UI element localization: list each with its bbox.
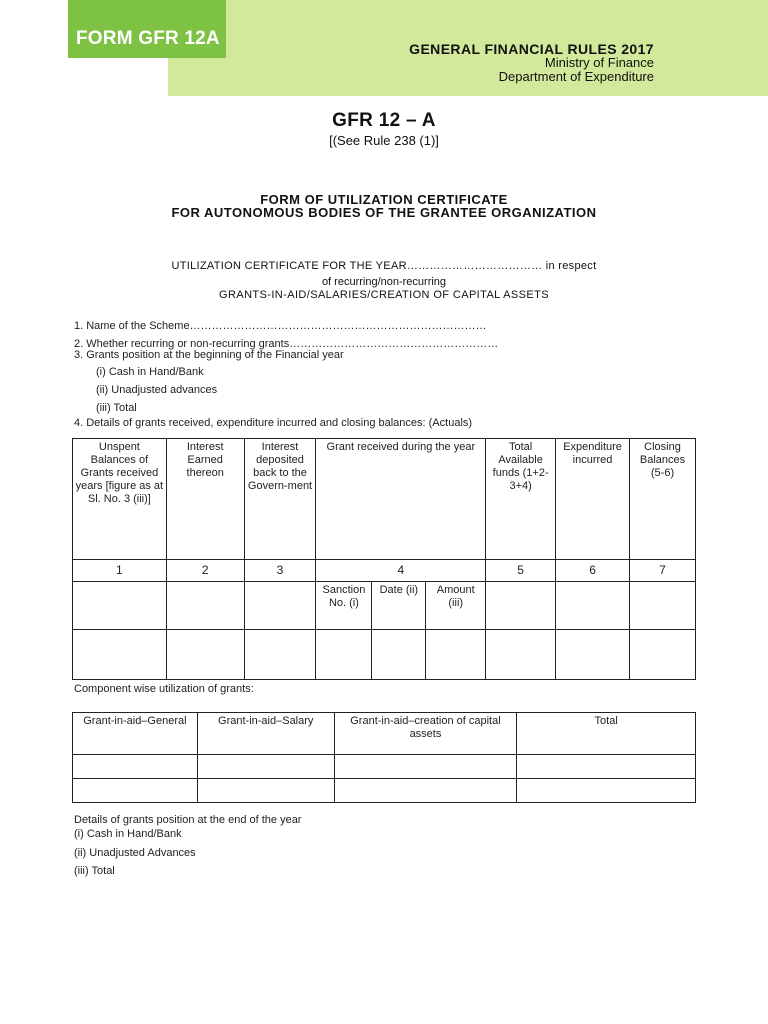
header-unspent-balances: Unspent Balances of Grants received years [figure as at Sl. No. 3 (iii)] xyxy=(73,439,167,560)
item-3-iii: (iii) Total xyxy=(96,402,137,414)
ministry-name: Ministry of Finance xyxy=(544,55,654,70)
header-interest-deposited: Interest deposited back to the Govern-ment xyxy=(244,439,316,560)
col-number: 1 xyxy=(73,560,167,582)
item-1: 1. Name of the Scheme……………………………………………………………………… xyxy=(74,320,487,332)
empty-cell xyxy=(197,755,334,779)
col-number: 4 xyxy=(316,560,486,582)
header-interest-earned: Interest Earned thereon xyxy=(166,439,244,560)
empty-cell xyxy=(517,755,696,779)
empty-cell xyxy=(334,755,517,779)
empty-cell xyxy=(73,779,198,803)
comp-header-capital: Grant-in-aid–creation of capital assets xyxy=(334,713,517,755)
empty-cell xyxy=(334,779,517,803)
end-item-i: (i) Cash in Hand/Bank xyxy=(74,828,182,840)
col-number: 6 xyxy=(556,560,630,582)
end-position-label: Details of grants position at the end of the year xyxy=(74,814,302,826)
header-expenditure: Expenditure incurred xyxy=(556,439,630,560)
rules-title: GENERAL FINANCIAL RULES 2017 xyxy=(409,41,654,57)
form-heading-line2: FOR AUTONOMOUS BODIES OF THE GRANTEE ORGANIZATION xyxy=(171,205,597,220)
empty-cell xyxy=(556,630,630,680)
end-item-iii: (iii) Total xyxy=(74,865,115,877)
component-label: Component wise utilization of grants: xyxy=(74,683,254,695)
empty-cell xyxy=(517,779,696,803)
item-4: 4. Details of grants received, expenditure incurred and closing balances: (Actuals) xyxy=(74,417,473,429)
form-heading-line1: FORM OF UTILIZATION CERTIFICATE xyxy=(260,192,508,207)
empty-cell xyxy=(556,582,630,630)
empty-cell xyxy=(166,630,244,680)
col-number: 3 xyxy=(244,560,316,582)
empty-cell xyxy=(73,755,198,779)
item-3-ii: (ii) Unadjusted advances xyxy=(96,384,218,396)
comp-header-general: Grant-in-aid–General xyxy=(73,713,198,755)
empty-cell xyxy=(316,630,372,680)
empty-cell xyxy=(197,779,334,803)
page-subtitle: [(See Rule 238 (1)] xyxy=(329,133,439,148)
empty-cell xyxy=(244,630,316,680)
col-number: 2 xyxy=(166,560,244,582)
empty-cell xyxy=(73,582,167,630)
end-item-ii: (ii) Unadjusted Advances xyxy=(74,847,196,859)
empty-cell xyxy=(73,630,167,680)
empty-cell xyxy=(630,630,696,680)
empty-cell xyxy=(486,630,556,680)
col-number: 7 xyxy=(630,560,696,582)
comp-header-salary: Grant-in-aid–Salary xyxy=(197,713,334,755)
item-3: 3. Grants position at the beginning of the Financial year xyxy=(74,349,344,361)
department-name: Department of Expenditure xyxy=(498,69,654,84)
uc-line3: GRANTS-IN-AID/SALARIES/CREATION OF CAPITAL ASSETS xyxy=(219,289,549,301)
empty-cell xyxy=(244,582,316,630)
page-title: GFR 12 – A xyxy=(332,110,436,131)
comp-header-total: Total xyxy=(517,713,696,755)
empty-cell xyxy=(630,582,696,630)
empty-cell xyxy=(486,582,556,630)
item-3-i: (i) Cash in Hand/Bank xyxy=(96,366,204,378)
gfr-header xyxy=(409,42,654,84)
sub-header-date: Date (ii) xyxy=(372,582,426,630)
component-table xyxy=(72,712,696,803)
header-closing-balances: Closing Balances (5-6) xyxy=(630,439,696,560)
header-total-available: Total Available funds (1+2-3+4) xyxy=(486,439,556,560)
empty-cell xyxy=(166,582,244,630)
sub-header-amount: Amount (iii) xyxy=(426,582,486,630)
item-2: 2. Whether recurring or non-recurring grants………………………………………………… xyxy=(74,338,499,350)
header-grant-received: Grant received during the year xyxy=(316,439,486,560)
uc-line2: of recurring/non-recurring xyxy=(321,276,447,288)
grants-table xyxy=(72,438,696,680)
uc-line1: UTILIZATION CERTIFICATE FOR THE YEAR……………………………… in respect xyxy=(171,260,597,272)
col-number: 5 xyxy=(486,560,556,582)
form-tag: FORM GFR 12A xyxy=(76,28,220,49)
empty-cell xyxy=(372,630,426,680)
empty-cell xyxy=(426,630,486,680)
sub-header-sanction: Sanction No. (i) xyxy=(316,582,372,630)
